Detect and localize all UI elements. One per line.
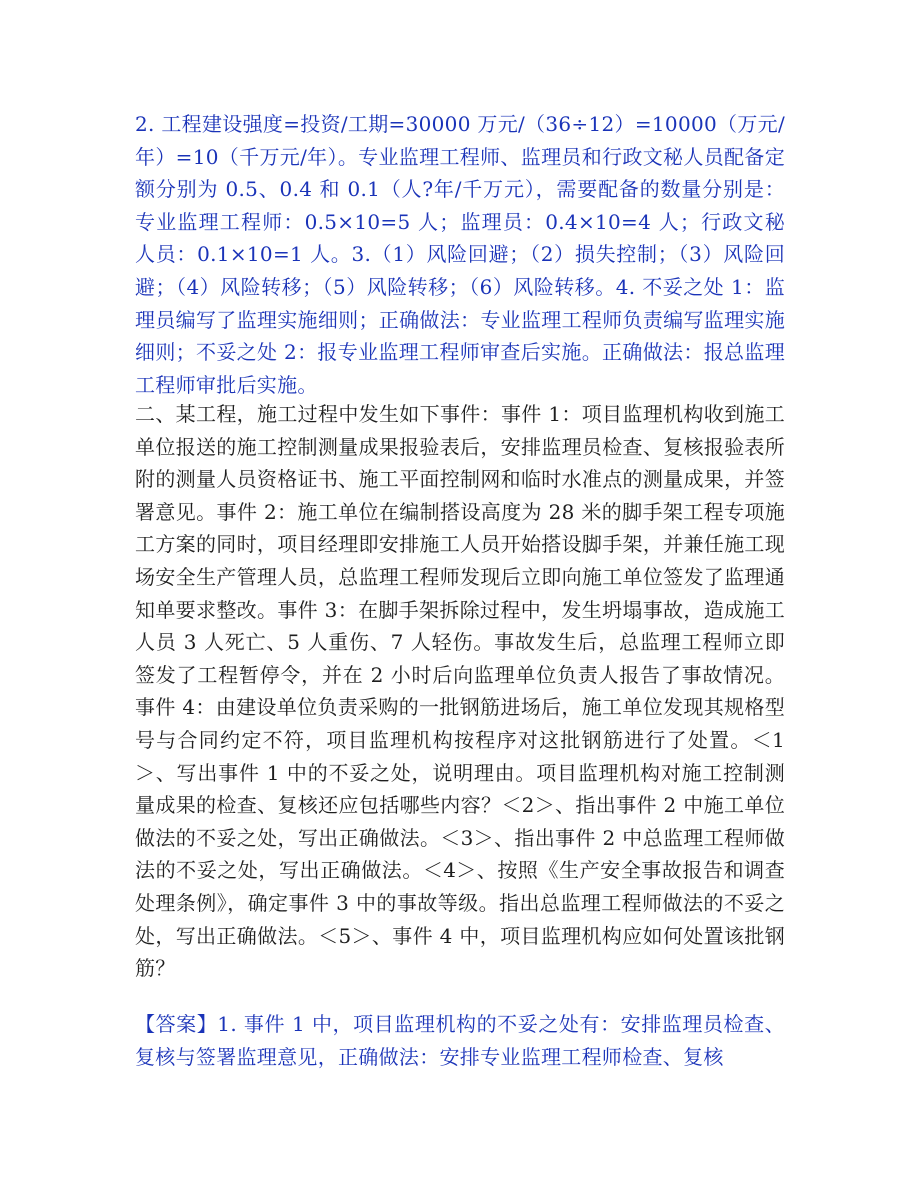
answer-two-paragraph: 【答案】1. 事件 1 中，项目监理机构的不妥之处有：安排监理员检查、复核与签署监理意见，正确做法：安排专业监理工程师检查、复核 — [135, 1012, 785, 1069]
answer-continuation-paragraph: 2. 工程建设强度=投资/工期=30000 万元/（36÷12）=10000（万元/年）=10（千万元/年）。专业监理工程师、监理员和行政文秘人员配备定额分别为 0.5、0.4 和 0.1（人?年/千万元），需要配备的数量分别是：专业监理工程师：0.5×10=5 人；监理员：0.4×10=4 人；行政文秘人员：0.1×10=1 人。3.（1）风险回避；（2）损失控制；（3）风险回避；（4）风险转移；（5）风险转移；（6）风险转移。4. 不妥之处 1：监理员编写了监理实施细则；正确做法：专业监理工程师负责编写监理实施细则；不妥之处 2：报专业监理工程师审查后实施。正确做法：报总监理工程师审批后实施。 — [135, 112, 785, 397]
question-two-paragraph: 二、某工程，施工过程中发生如下事件：事件 1：项目监理机构收到施工单位报送的施工控制测量成果报验表后，安排监理员检查、复核报验表所附的测量人员资格证书、施工平面控制网和临时水准点的测量成果，并签署意见。事件 2：施工单位在编制搭设高度为 28 米的脚手架工程专项施工方案的同时，项目经理即安排施工人员开始搭设脚手架，并兼任施工现场安全生产管理人员，总监理工程师发现后立即向施工单位签发了监理通知单要求整改。事件 3：在脚手架拆除过程中，发生坍塌事故，造成施工人员 3 人死亡、5 人重伤、7 人轻伤。事故发生后，总监理工程师立即签发了工程暂停令，并在 2 小时后向监理单位负责人报告了事故情况。事件 4：由建设单位负责采购的一批钢筋进场后，施工单位发现其规格型号与合同约定不符，项目监理机构按程序对这批钢筋进行了处置。＜1＞、写出事件 1 中的不妥之处，说明理由。项目监理机构对施工控制测量成果的检查、复核还应包括哪些内容？＜2＞、指出事件 2 中施工单位做法的不妥之处，写出正确做法。＜3＞、指出事件 2 中总监理工程师做法的不妥之处，写出正确做法。＜4＞、按照《生产安全事故报告和调查处理条例》，确定事件 3 中的事故等级。指出总监理工程师做法的不妥之处，写出正确做法。＜5＞、事件 4 中，项目监理机构应如何处置该批钢筋？ — [135, 402, 785, 981]
